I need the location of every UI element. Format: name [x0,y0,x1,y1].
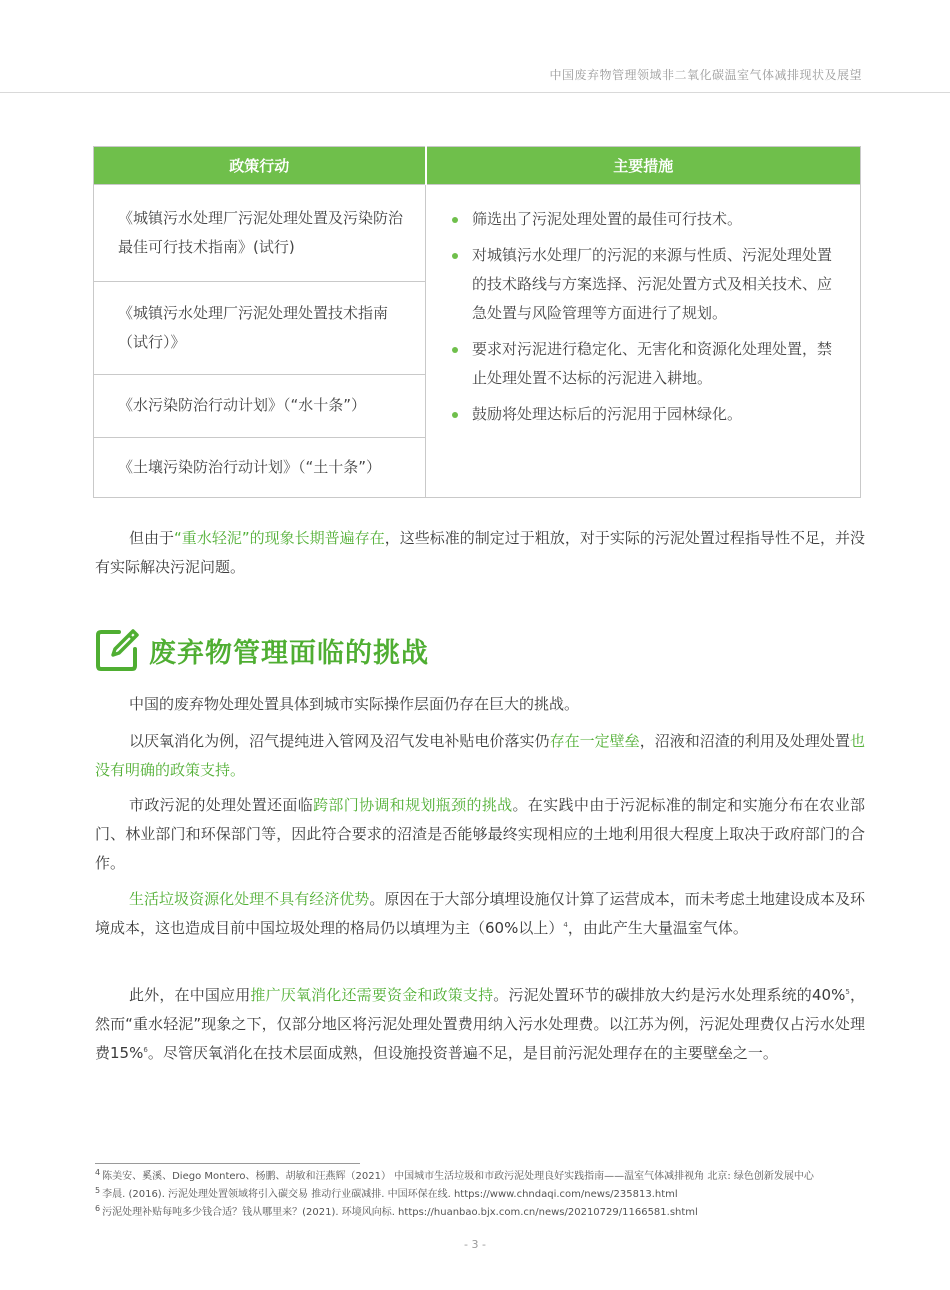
paragraph-text: 以厌氧消化为例，沼气提纯进入管网及沼气发电补贴电价落实仍 [129,732,550,750]
highlight-text: 跨部门协调和规划瓶颈的挑战 [313,796,513,814]
page-number: - 3 - [464,1238,486,1251]
footnote [95,1204,875,1222]
policy-name: 《城镇污水处理厂污泥处理处置技术指南（试行）》 [118,303,389,351]
footnote-ref: 5 [845,988,850,996]
paragraph-text: ，沼液和沼渣的利用及处理处置 [639,732,850,750]
header-divider [0,92,950,93]
footnotes [95,1168,875,1222]
measure-text: 鼓励将处理达标后的污泥用于园林绿化。 [472,405,743,423]
highlight-text: 推广厌氧消化还需要资金和政策支持 [250,986,494,1004]
measure-item [446,400,842,429]
highlight-text: “重水轻泥”的现象长期普遍存在 [174,529,385,547]
pencil-in-square-icon [95,628,139,672]
paragraph [95,727,865,785]
policy-cell [94,185,426,282]
highlight-text: 存在一定壁垒 [549,732,640,750]
measures-cell [426,185,861,498]
paragraph-text: 。在实践中由于污泥标准的制定和实施分布在农业部门、林业部门和环保部门等，因此符合要求的沼渣是否能够最终实现相应的土地利用很大程度上取决于政府部门的合作。 [95,796,865,872]
policy-cell [94,438,426,498]
bullet-icon [452,412,458,418]
paragraph-text: 市政污泥的处理处置还面临 [129,796,314,814]
measure-item [446,205,842,234]
policy-name: 《城镇污水处理厂污泥处理处置及污染防治最佳可行技术指南》(试行) [118,208,404,256]
policy-cell [94,282,426,375]
paragraph: 中国的废弃物处理处置具体到城市实际操作层面仍存在巨大的挑战。 [129,695,580,713]
paragraph-text: 此外，在中国应用 [129,986,251,1004]
paragraph [95,885,865,943]
paragraph-text: ，然而“重水轻泥”现象之下，仅部分地区将污泥处理处置费用纳入污水处理费。以江苏为例，污泥处理费仅占污水处理费15% [95,986,865,1062]
paragraph-text: 。原因在于大部分填埋设施仅计算了运营成本，而未考虑土地建设成本及环境成本，这也造成目前中国垃圾处理的格局仍以填埋为主（60%以上） [95,890,865,937]
bullet-icon [452,217,458,223]
footnote-ref: 6 [143,1046,148,1054]
intro-paragraph [95,524,865,582]
section-heading [95,628,429,672]
policy-table [93,146,861,498]
footnote-number: 5 [95,1185,101,1195]
footnote-ref: 4 [563,921,568,929]
paragraph-text: 。污泥处置环节的碳排放大约是污水处理系统的40% [493,986,846,1004]
bullet-icon [452,253,458,259]
paragraph-text: 但由于 [129,529,175,547]
highlight-text: 也没有明确的政策支持。 [95,732,865,779]
footnote-text: 污泥处理补贴每吨多少钱合适？钱从哪里来？(2021). 环境风向标. https://huanbao.bjx.com.cn/news/20210729/1166581.shtml [102,1207,698,1218]
paragraph [95,791,865,878]
policy-name: 《土壤污染防治行动计划》（“土十条”） [118,457,382,476]
table-row [94,185,861,282]
bullet-icon [452,347,458,353]
measure-item [446,335,842,393]
measure-text: 要求对污泥进行稳定化、无害化和资源化处理处置，禁止处理处置不达标的污泥进入耕地。 [472,340,833,387]
highlight-text: 生活垃圾资源化处理不具有经济优势 [129,890,370,908]
paragraph [95,981,865,1068]
paragraph-text: ，这些标准的制定过于粗放，对于实际的污泥处置过程指导性不足，并没有实际解决污泥问题。 [95,529,865,576]
footnote [95,1186,875,1204]
table-header-row [94,147,861,185]
footnote-divider [95,1163,360,1164]
table-header-policy: 政策行动 [94,147,426,185]
measure-text: 对城镇污水处理厂的污泥的来源与性质、污泥处理处置的技术路线与方案选择、污泥处置方式及相关技术、应急处置与风险管理等方面进行了规划。 [472,246,833,322]
policy-name: 《水污染防治行动计划》（“水十条”） [118,396,367,414]
table-header-measures: 主要措施 [426,147,861,185]
footnote-number: 4 [95,1167,101,1177]
section-title: 废弃物管理面临的挑战 [149,637,429,669]
policy-cell [94,375,426,438]
running-header-title: 中国废弃物管理领域非二氧化碳温室气体减排现状及展望 [549,68,862,82]
paragraph-text: ，由此产生大量温室气体。 [567,919,748,937]
footnote-text: 陈美安、奚溪、Diego Montero、杨鹏、胡敏和汪燕辉（2021） 中国城市生活垃圾和市政污泥处理良好实践指南——温室气体减排视角 北京: 绿色创新发展中心 [102,1171,814,1182]
footnote [95,1168,875,1186]
measure-item [446,241,842,328]
paragraph-text: 。尽管厌氧消化在技术层面成熟，但设施投资普遍不足，是目前污泥处理存在的主要壁垒之一。 [147,1044,778,1062]
footnote-number: 6 [95,1203,101,1213]
footnote-text: 李晨. (2016). 污泥处理处置领域将引入碳交易 推动行业碳减排. 中国环保在线. https://www.chndaqi.com/news/235813.html [102,1189,678,1200]
measure-text: 筛选出了污泥处理处置的最佳可行技术。 [472,210,743,228]
